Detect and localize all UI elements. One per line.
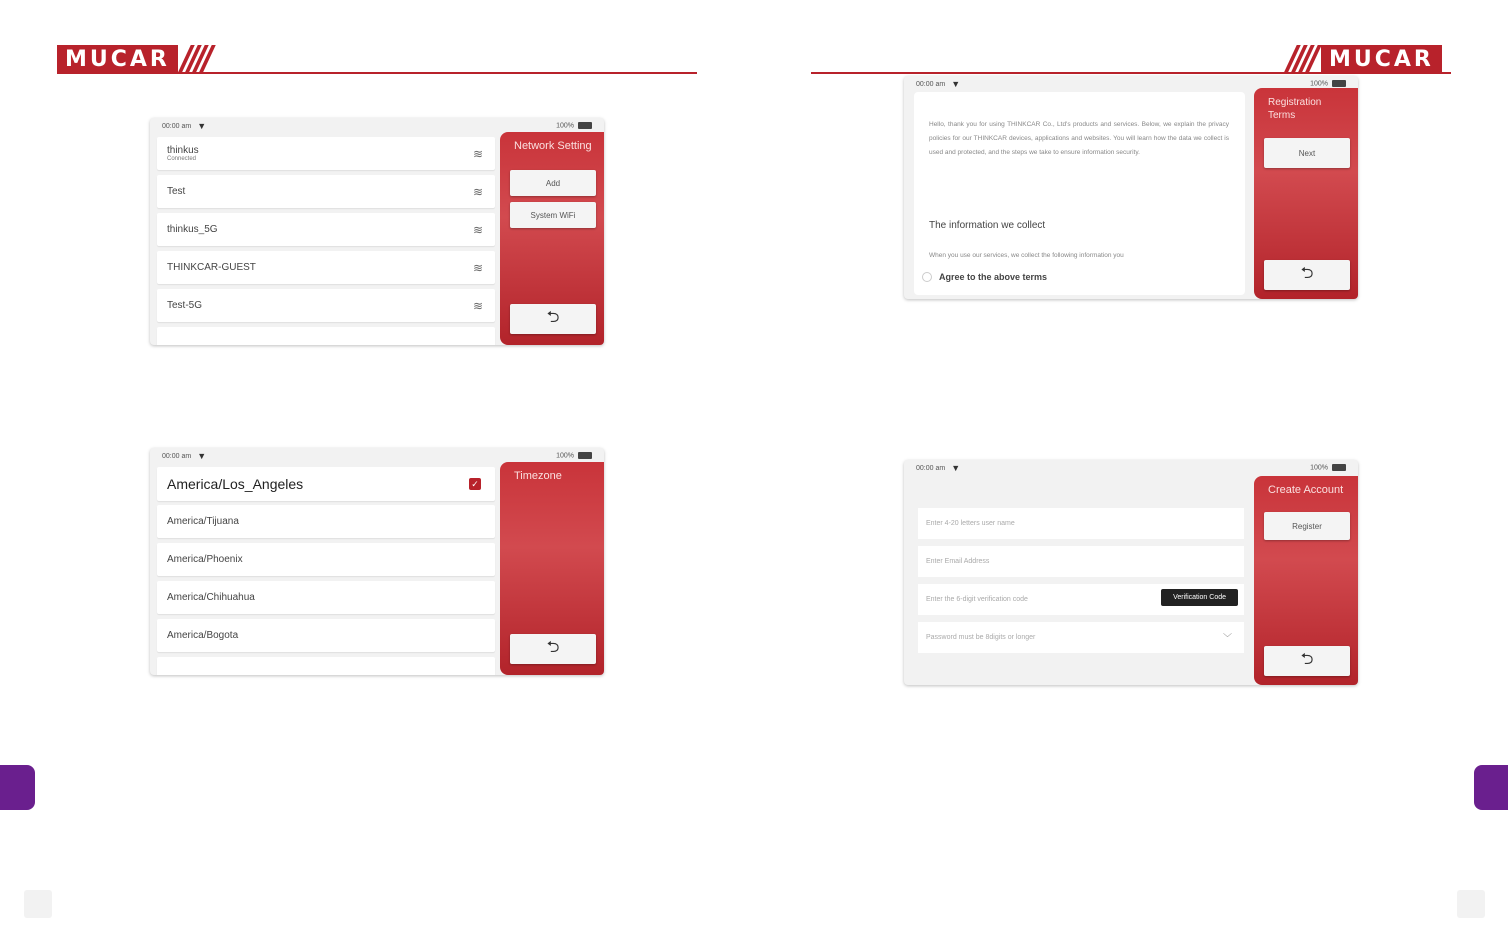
mucar-logo-right <box>1290 45 1442 74</box>
battery-icon <box>1332 464 1346 471</box>
register-button[interactable]: Register <box>1264 512 1350 540</box>
network-item[interactable] <box>157 289 495 322</box>
network-name: thinkus <box>167 145 199 156</box>
timezone-item[interactable] <box>157 581 495 614</box>
terms-heading: The information we collect <box>929 220 1046 231</box>
timezone-item[interactable] <box>157 505 495 538</box>
network-name: thinkus_5G <box>167 224 218 235</box>
checkbox-checked-icon: ✓ <box>469 478 481 490</box>
timezone-name: America/Bogota <box>167 630 239 641</box>
wifi-status-icon: ▼ <box>951 79 961 89</box>
wifi-icon: ≋ <box>472 222 483 237</box>
panel-title: Network Setting <box>514 140 592 152</box>
wifi-icon: ≋ <box>472 184 483 199</box>
next-button[interactable]: Next <box>1264 138 1350 168</box>
panel-title: Create Account <box>1268 484 1344 496</box>
account-side-panel <box>1254 476 1358 685</box>
timezone-name: America/Chihuahua <box>167 592 255 603</box>
battery-icon <box>578 122 592 129</box>
page-number-box-right <box>1457 890 1485 918</box>
status-time: 00:00 am <box>916 464 946 472</box>
wifi-icon: ≋ <box>472 260 483 275</box>
back-button[interactable]: ⮌ <box>510 304 596 334</box>
registration-side-panel <box>1254 88 1358 299</box>
battery-level: 100% <box>556 122 574 130</box>
timezone-name: America/Los_Angeles <box>167 476 304 492</box>
network-item[interactable] <box>157 213 495 246</box>
back-button[interactable]: ⮌ <box>1264 646 1350 676</box>
agree-checkbox[interactable] <box>922 272 1047 282</box>
wifi-status-icon: ▼ <box>197 121 207 131</box>
battery-level: 100% <box>1310 80 1328 88</box>
network-name: Test <box>167 186 186 197</box>
system-wifi-button[interactable]: System WiFi <box>510 202 596 228</box>
terms-body-continued: When you use our services, we collect the following information you <box>929 252 1124 259</box>
header-rule-right <box>811 72 1451 74</box>
network-name: Test-5G <box>167 300 203 311</box>
status-bar <box>904 460 1358 476</box>
verification-code-button[interactable]: Verification Code <box>1161 589 1238 606</box>
code-placeholder: Enter the 6-digit verification code <box>926 596 1028 603</box>
wifi-status-icon: ▼ <box>197 451 207 461</box>
logo-stripes <box>1290 45 1315 74</box>
back-button[interactable]: ⮌ <box>510 634 596 664</box>
agree-label: Agree to the above terms <box>939 272 1048 282</box>
network-side-panel <box>500 132 604 345</box>
page-number-box-left <box>24 890 52 918</box>
email-placeholder: Enter Email Address <box>926 558 990 565</box>
email-field[interactable] <box>918 546 1244 577</box>
wifi-status-icon: ▼ <box>951 463 961 473</box>
username-placeholder: Enter 4-20 letters user name <box>926 520 1015 527</box>
timezone-item-partial <box>157 657 495 675</box>
password-placeholder: Password must be 8digits or longer <box>926 634 1036 641</box>
verification-code-field[interactable] <box>918 584 1244 615</box>
battery-level: 100% <box>1310 464 1328 472</box>
network-name: THINKCAR-GUEST <box>167 262 256 273</box>
password-field[interactable] <box>918 622 1244 653</box>
network-setting-screen <box>150 118 604 345</box>
timezone-name: America/Tijuana <box>167 516 239 527</box>
timezone-item-selected[interactable] <box>157 467 495 501</box>
chevron-down-icon[interactable]: ﹀ <box>1222 633 1232 643</box>
logo-stripes <box>184 45 209 74</box>
mucar-logo-left <box>57 45 209 74</box>
status-time: 00:00 am <box>162 452 192 460</box>
side-tab-left <box>0 765 35 810</box>
timezone-item[interactable] <box>157 543 495 576</box>
wifi-icon: ≋ <box>472 298 483 313</box>
back-button[interactable]: ⮌ <box>1264 260 1350 290</box>
timezone-side-panel <box>500 462 604 675</box>
battery-level: 100% <box>556 452 574 460</box>
panel-title: Timezone <box>514 470 562 482</box>
network-status: Connected <box>167 156 197 162</box>
add-button[interactable]: Add <box>510 170 596 196</box>
network-item[interactable] <box>157 137 495 170</box>
username-field[interactable] <box>918 508 1244 539</box>
wifi-icon: ≋ <box>472 146 483 161</box>
panel-title: Registration Terms <box>1268 97 1322 121</box>
logo-text: MUCAR <box>57 45 178 74</box>
registration-terms-screen <box>904 76 1358 299</box>
header-rule-left <box>57 72 697 74</box>
status-time: 00:00 am <box>916 80 946 88</box>
network-item[interactable] <box>157 251 495 284</box>
side-tab-right <box>1474 765 1508 810</box>
timezone-screen <box>150 448 604 675</box>
logo-text: MUCAR <box>1321 45 1442 74</box>
terms-card <box>914 92 1245 295</box>
create-account-screen <box>904 460 1358 685</box>
timezone-name: America/Phoenix <box>167 554 243 565</box>
network-item-partial <box>157 327 495 345</box>
network-item[interactable] <box>157 175 495 208</box>
terms-body: Hello, thank you for using THINKCAR Co., Ltd's products and services. Below, we explain the privacy policies for our THINKCAR devices, applications and websites. You will learn how the data we collect is used and protected, and the steps we take to ensure information security. <box>929 121 1229 156</box>
status-time: 00:00 am <box>162 122 192 130</box>
checkbox-unchecked-icon <box>922 272 932 282</box>
battery-icon <box>578 452 592 459</box>
timezone-item[interactable] <box>157 619 495 652</box>
battery-icon <box>1332 80 1346 87</box>
